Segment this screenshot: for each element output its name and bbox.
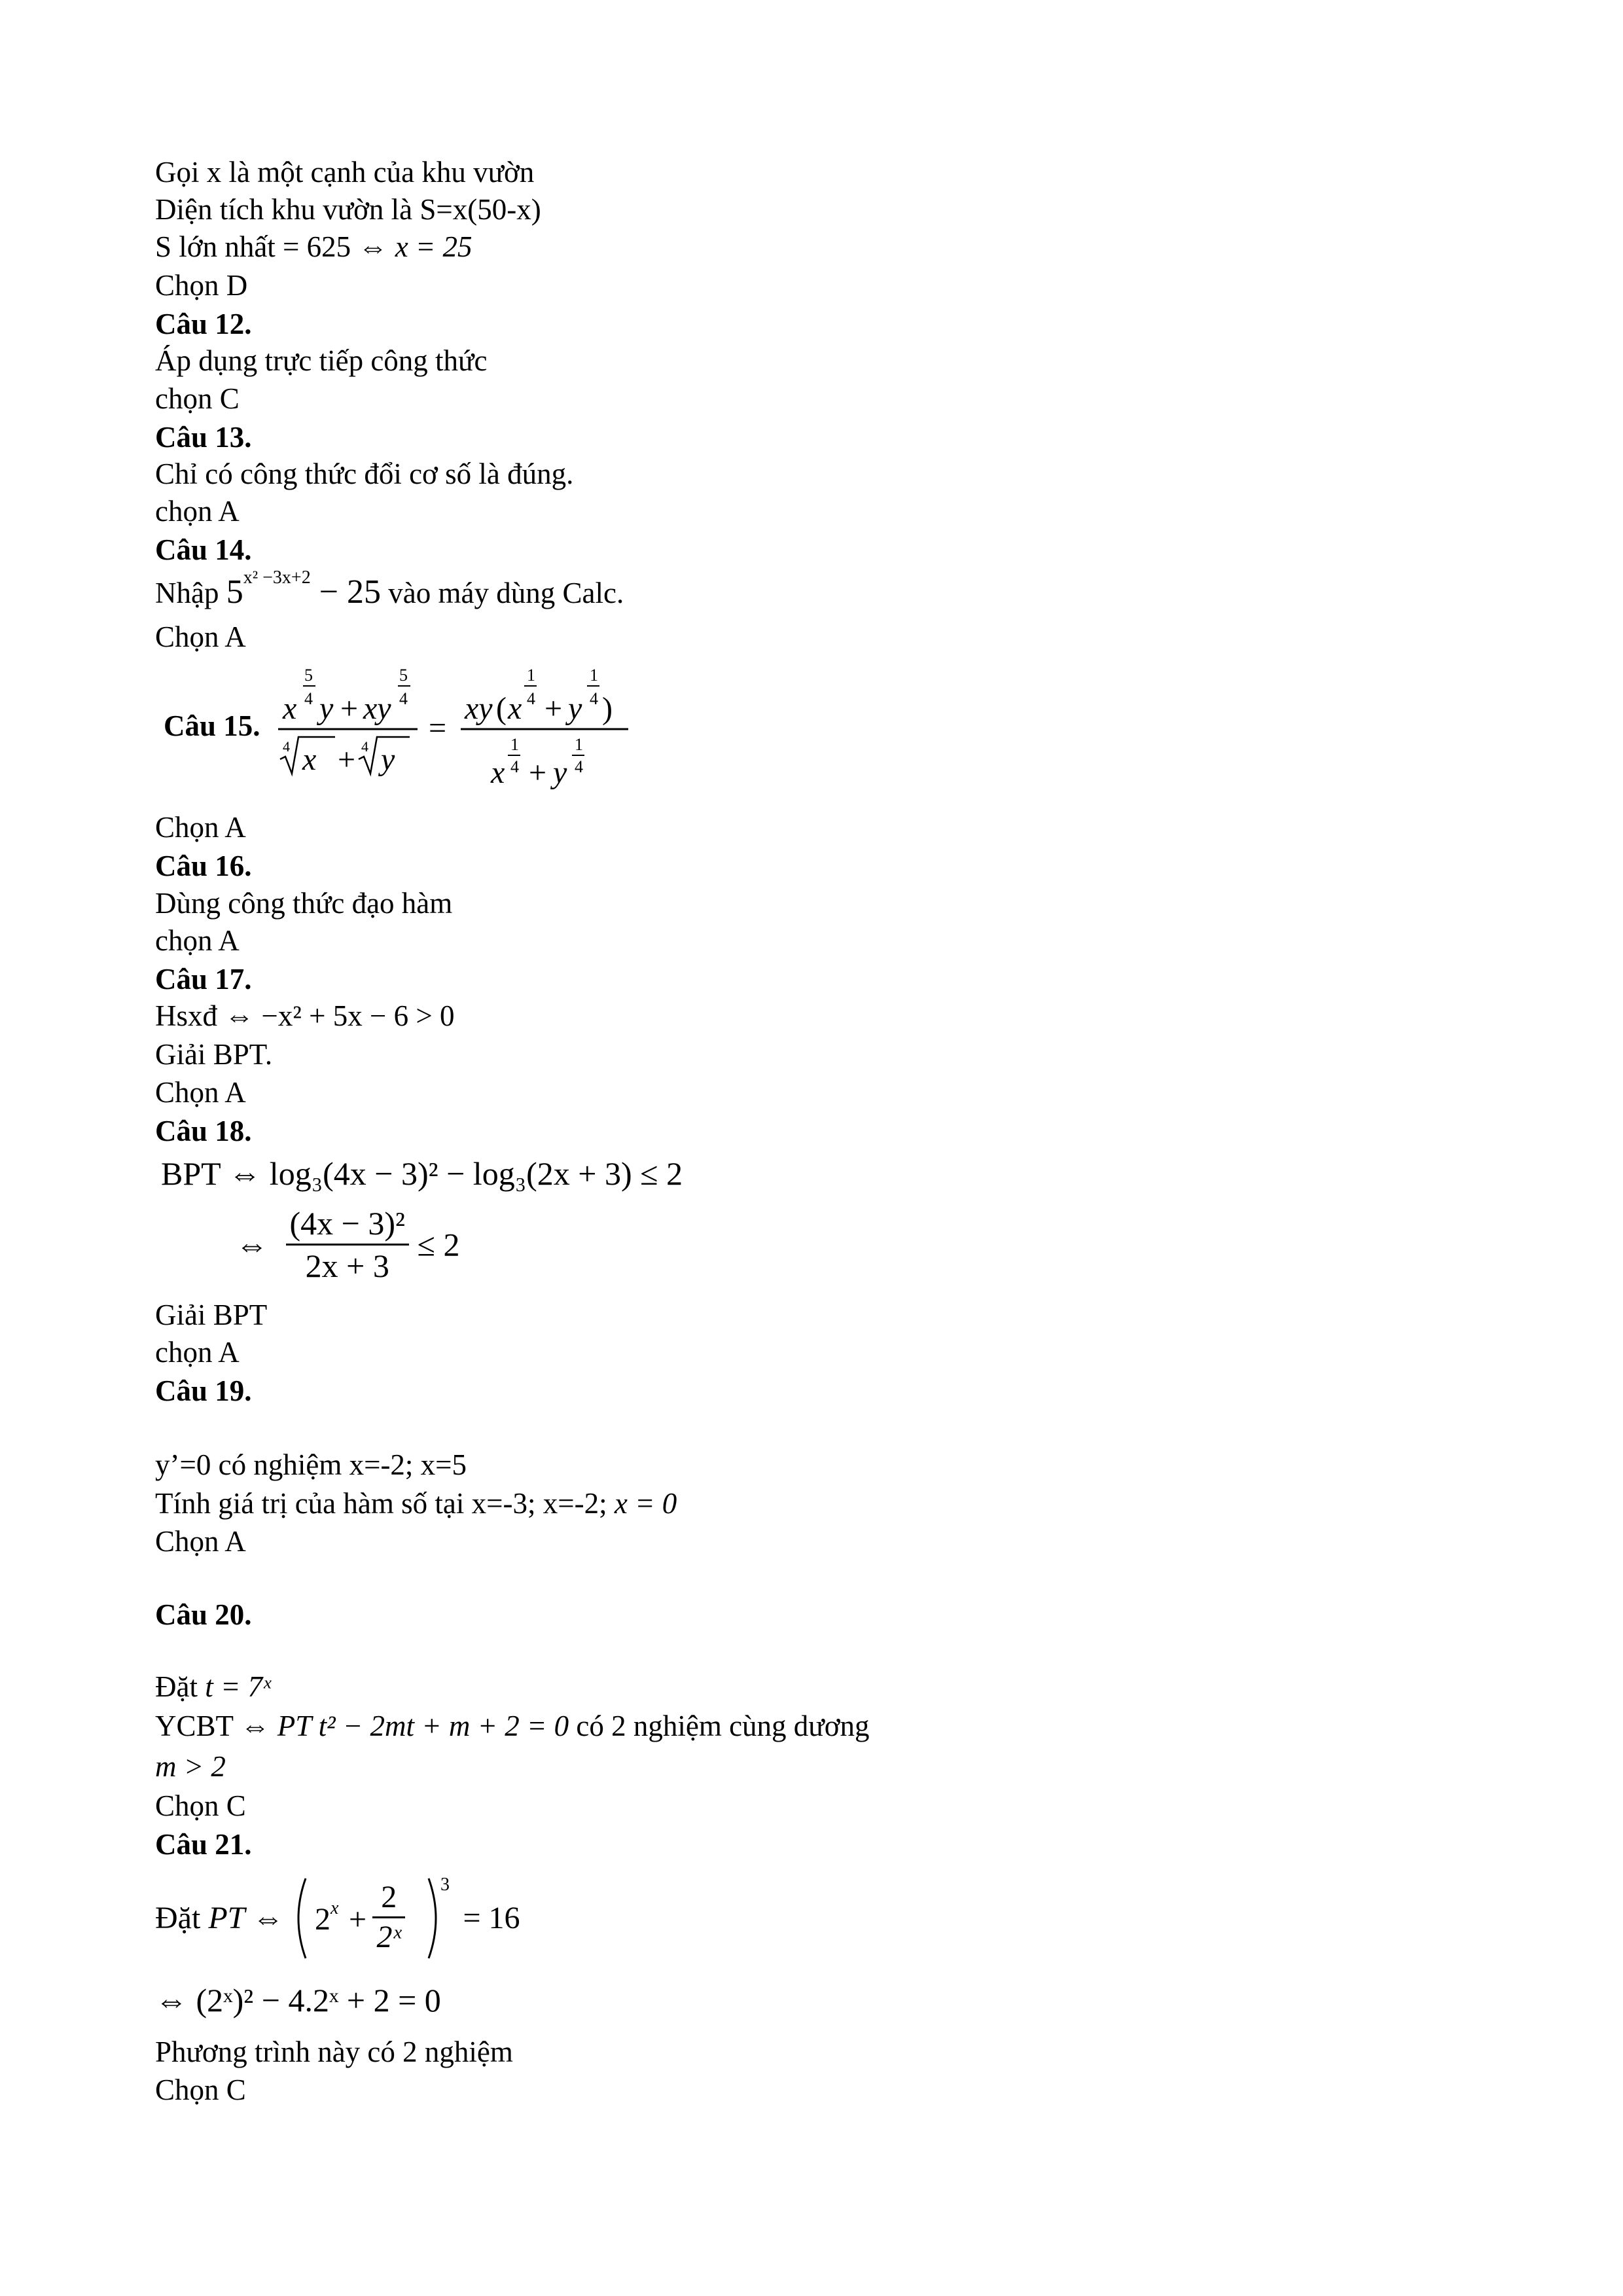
text-line: Chọn C [155, 2073, 246, 2106]
text-line: Diện tích khu vườn là S=x(50-x) [155, 193, 541, 226]
text-segment: vào máy dùng Calc. [381, 577, 624, 609]
svg-text:4: 4 [590, 689, 598, 708]
text-segment: Đặt [155, 1670, 205, 1703]
question-heading: Câu 17. [155, 963, 252, 996]
text-line [155, 1876, 520, 1961]
svg-text:x: x [330, 1898, 339, 1918]
svg-text:y: y [319, 691, 334, 726]
svg-text:x: x [302, 742, 317, 777]
svg-text:1: 1 [527, 666, 535, 685]
text-line: Chọn A [155, 811, 246, 844]
question-heading: Câu 16. [155, 850, 252, 882]
text-segment: Nhập [155, 577, 226, 609]
svg-text:x: x [491, 755, 505, 790]
text-segment: BPT [161, 1155, 229, 1192]
text-line [155, 1486, 677, 1521]
fraction-denominator: 2ˣ [372, 1916, 405, 1956]
math-fraction-line [236, 1203, 459, 1286]
text-segment: Tính giá trị của hàm số tại x=-3; x=-2; [155, 1487, 615, 1520]
math-expression: ⇔ PT t² − 2mt + m + 2 = 0 [240, 1710, 569, 1742]
math-expression: t = 7ˣ [205, 1670, 271, 1703]
fraction-denominator: 2x + 3 [286, 1244, 410, 1286]
svg-text:1: 1 [590, 666, 598, 685]
svg-text:(: ( [496, 691, 507, 726]
formula-cau-15 [275, 655, 654, 795]
text-line [155, 229, 473, 264]
text-line: Gọi x là một cạnh của khu vườn [155, 156, 535, 188]
svg-text:y: y [381, 742, 395, 777]
svg-text:4: 4 [399, 689, 408, 708]
text-line: Chọn A [155, 1525, 246, 1558]
math-base: 5 [226, 573, 243, 611]
text-segment: S lớn nhất = 625 [155, 230, 359, 263]
text-line: chọn A [155, 1336, 240, 1369]
svg-text:xy: xy [363, 691, 391, 726]
math-symbol: ⇔ [236, 1226, 268, 1263]
svg-text:x: x [283, 691, 297, 726]
text-line: Áp dụng trực tiếp công thức [155, 344, 488, 377]
svg-text:5: 5 [304, 666, 313, 685]
svg-text:xy: xy [465, 691, 493, 726]
svg-text:4: 4 [527, 689, 535, 708]
text-line [155, 567, 624, 611]
text-line [155, 1669, 271, 1704]
svg-text:+: + [349, 1902, 367, 1937]
math-expression: m > 2 [155, 1750, 226, 1783]
svg-text:x: x [508, 691, 522, 726]
question-heading: Câu 15. [164, 709, 260, 742]
svg-text:1: 1 [575, 735, 583, 754]
question-heading: Câu 12. [155, 308, 252, 340]
math-expression: ⇔ −x² + 5x − 6 > 0 [224, 999, 455, 1032]
svg-text:4: 4 [510, 757, 519, 776]
text-line [155, 1708, 870, 1744]
svg-text:2: 2 [315, 1902, 331, 1937]
text-segment: Đặt [155, 1901, 209, 1935]
math-parenthesized-group [291, 1876, 455, 1961]
svg-text:4: 4 [361, 738, 368, 755]
fraction-numerator: (4x − 3)² [289, 1205, 405, 1242]
text-line: Chọn A [155, 620, 246, 653]
svg-text:4: 4 [575, 757, 583, 776]
text-line [161, 1153, 683, 1194]
text-segment: có 2 nghiệm cùng dương [569, 1710, 870, 1742]
svg-text:+: + [529, 755, 547, 790]
svg-text:=: = [429, 711, 447, 745]
math-exponent: x² −3x+2 [243, 567, 311, 588]
question-heading: Câu 14. [155, 533, 252, 566]
math-expression: ≤ 2 [417, 1226, 460, 1263]
svg-text:y: y [568, 691, 582, 726]
math-expression: PT ⇔ [208, 1901, 284, 1935]
text-segment: Hsxđ [155, 999, 225, 1032]
math-expression: ⇔ log₃(4x − 3)² − log₃(2x + 3) ≤ 2 [228, 1155, 683, 1192]
question-heading: Câu 21. [155, 1828, 252, 1861]
text-line: Giải BPT [155, 1299, 268, 1331]
fraction-numerator: 2 [381, 1880, 397, 1914]
math-expression: x = 0 [614, 1487, 677, 1520]
question-heading: Câu 19. [155, 1374, 252, 1407]
svg-text:+: + [338, 742, 356, 777]
text-line: chọn C [155, 382, 240, 415]
math-fraction [372, 1878, 405, 1956]
math-expression: ⇔ x = 25 [358, 230, 473, 263]
text-line: Chọn C [155, 1789, 246, 1822]
text-line: y’=0 có nghiệm x=-2; x=5 [155, 1448, 467, 1481]
text-line: Chọn A [155, 1076, 246, 1109]
text-line [155, 998, 455, 1033]
question-heading: Câu 13. [155, 421, 252, 454]
svg-text:1: 1 [510, 735, 519, 754]
svg-text:): ) [602, 691, 613, 726]
text-line: Chỉ có công thức đổi cơ số là đúng. [155, 457, 574, 490]
question-heading: Câu 20. [155, 1598, 252, 1631]
svg-text:+: + [340, 691, 359, 726]
text-line: Dùng công thức đạo hàm [155, 887, 453, 920]
text-line: Giải BPT. [155, 1038, 273, 1071]
svg-text:y: y [553, 755, 567, 790]
text-line: chọn A [155, 924, 240, 957]
svg-text:+: + [544, 691, 563, 726]
text-line: Phương trình này có 2 nghiệm [155, 2036, 513, 2068]
svg-text:4: 4 [304, 689, 313, 708]
question-heading: Câu 18. [155, 1115, 252, 1147]
svg-text:3: 3 [440, 1876, 450, 1895]
text-line: Chọn D [155, 269, 248, 302]
math-fraction [286, 1203, 410, 1286]
math-expression: ⇔ (2ˣ)² − 4.2ˣ + 2 = 0 [155, 1982, 441, 2018]
math-expression: = 16 [463, 1901, 520, 1935]
math-expression: − 25 [310, 573, 382, 611]
text-segment: YCBT [155, 1710, 241, 1742]
text-line: chọn A [155, 495, 240, 528]
svg-text:4: 4 [283, 738, 290, 755]
svg-text:5: 5 [399, 666, 408, 685]
